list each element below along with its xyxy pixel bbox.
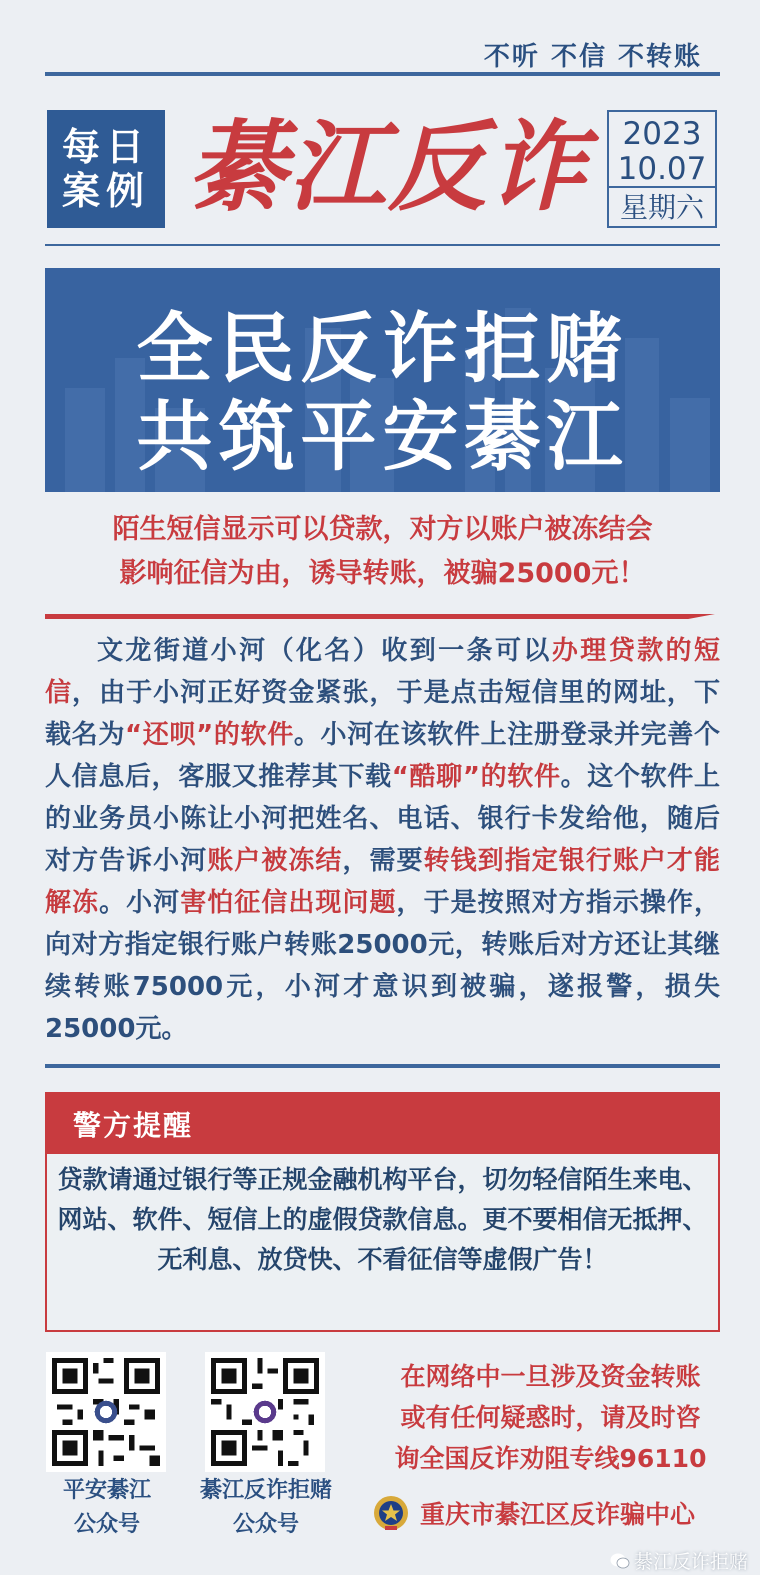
qr-label-2 — [182, 1474, 350, 1542]
headline-line1: 陌生短信显示可以贷款，对方以账户被冻结会 — [112, 514, 653, 545]
banner-line1: 全民反诈拒赌 — [136, 304, 629, 393]
hotline-line3: 询全国反诈劝阻专线96110 — [394, 1444, 707, 1473]
story-highlight: “酷聊”的软件 — [391, 762, 561, 792]
story-text: 文龙街道小河（化名）收到一条可以 — [97, 636, 552, 666]
story-highlight: 账户被冻结 — [207, 846, 343, 876]
story-highlight: 害怕征信出现问题 — [180, 888, 397, 918]
daily-line2: 案例 — [61, 169, 150, 213]
case-headline — [45, 508, 720, 596]
qr-code-icon — [46, 1352, 166, 1472]
masthead-title: 綦江反诈 — [187, 110, 588, 225]
qr-label-1 — [30, 1474, 184, 1542]
date-box — [607, 110, 717, 228]
banner-line2: 共筑平安綦江 — [136, 392, 629, 481]
police-badge-icon — [372, 1494, 410, 1532]
reminder-title: 警方提醒 — [73, 1109, 194, 1142]
qr-sub-1: 公众号 — [73, 1512, 140, 1537]
qr-block-2 — [205, 1352, 327, 1472]
qr-name-2: 綦江反诈拒赌 — [199, 1478, 332, 1503]
case-story — [45, 630, 720, 1050]
daily-line1: 每日 — [61, 125, 150, 169]
story-text: 。小河在该软件上注册登录并完善个人信息后，客服又推荐其下载 — [45, 720, 720, 792]
headline-line2: 影响征信为由，诱导转账，被骗25000元！ — [119, 558, 646, 589]
reminder-body: 贷款请通过银行等正规金融机构平台，切勿轻信陌生来电、网站、软件、短信上的虚假贷款信息。更不要相信无抵押、无利息、放贷快、不看征信等虚假广告！ — [57, 1165, 708, 1274]
slogan: 不听 不信 不转账 — [483, 42, 702, 72]
organization — [372, 1494, 695, 1532]
qr-code-icon — [205, 1352, 325, 1472]
daily-case-badge — [47, 110, 165, 228]
top-rule — [45, 72, 720, 76]
headline-rule — [45, 614, 715, 619]
hotline-line1: 在网络中一旦涉及资金转账 — [400, 1362, 701, 1391]
qr-block-1 — [46, 1352, 168, 1472]
wechat-icon — [610, 1552, 630, 1570]
date-weekday: 星期六 — [609, 186, 715, 228]
story-text: ，由于小河正好资金紧张，于是点击短信里的网址，下载名为 — [45, 678, 720, 750]
organization-name: 重庆市綦江区反诈骗中心 — [420, 1500, 696, 1529]
slogan-banner — [45, 268, 720, 492]
watermark — [610, 1547, 748, 1574]
date-month-day: 10.07 — [617, 151, 707, 187]
story-text: 。小河 — [99, 888, 181, 918]
story-text: ，需要 — [342, 846, 424, 876]
police-reminder — [45, 1092, 720, 1332]
story-rule — [45, 1064, 720, 1068]
story-text: ，于是按照对方指示操作，向对方指定银行账户转账25000元，转账后对方还让其继续转账75000元，小河才意识到被骗，遂报警，损失25000元。 — [45, 888, 720, 1044]
qr-name-1: 平安綦江 — [62, 1478, 151, 1503]
story-highlight: “还呗”的软件 — [125, 720, 294, 750]
masthead-rule — [45, 244, 720, 246]
story-text: 。这个软件上的业务员小陈让小河把姓名、电话、银行卡发给他，随后对方告诉小河 — [45, 762, 720, 876]
story-highlight: 办理贷款的短信 — [45, 636, 720, 708]
watermark-text: 綦江反诈拒赌 — [633, 1551, 748, 1573]
story-highlight: 转钱到指定银行账户才能解冻 — [45, 846, 720, 918]
reminder-header — [47, 1094, 718, 1154]
hotline-notice — [378, 1356, 723, 1479]
hotline-line2: 或有任何疑惑时，请及时咨 — [400, 1403, 701, 1432]
qr-sub-2: 公众号 — [232, 1512, 299, 1537]
date-year: 2023 — [622, 116, 702, 152]
